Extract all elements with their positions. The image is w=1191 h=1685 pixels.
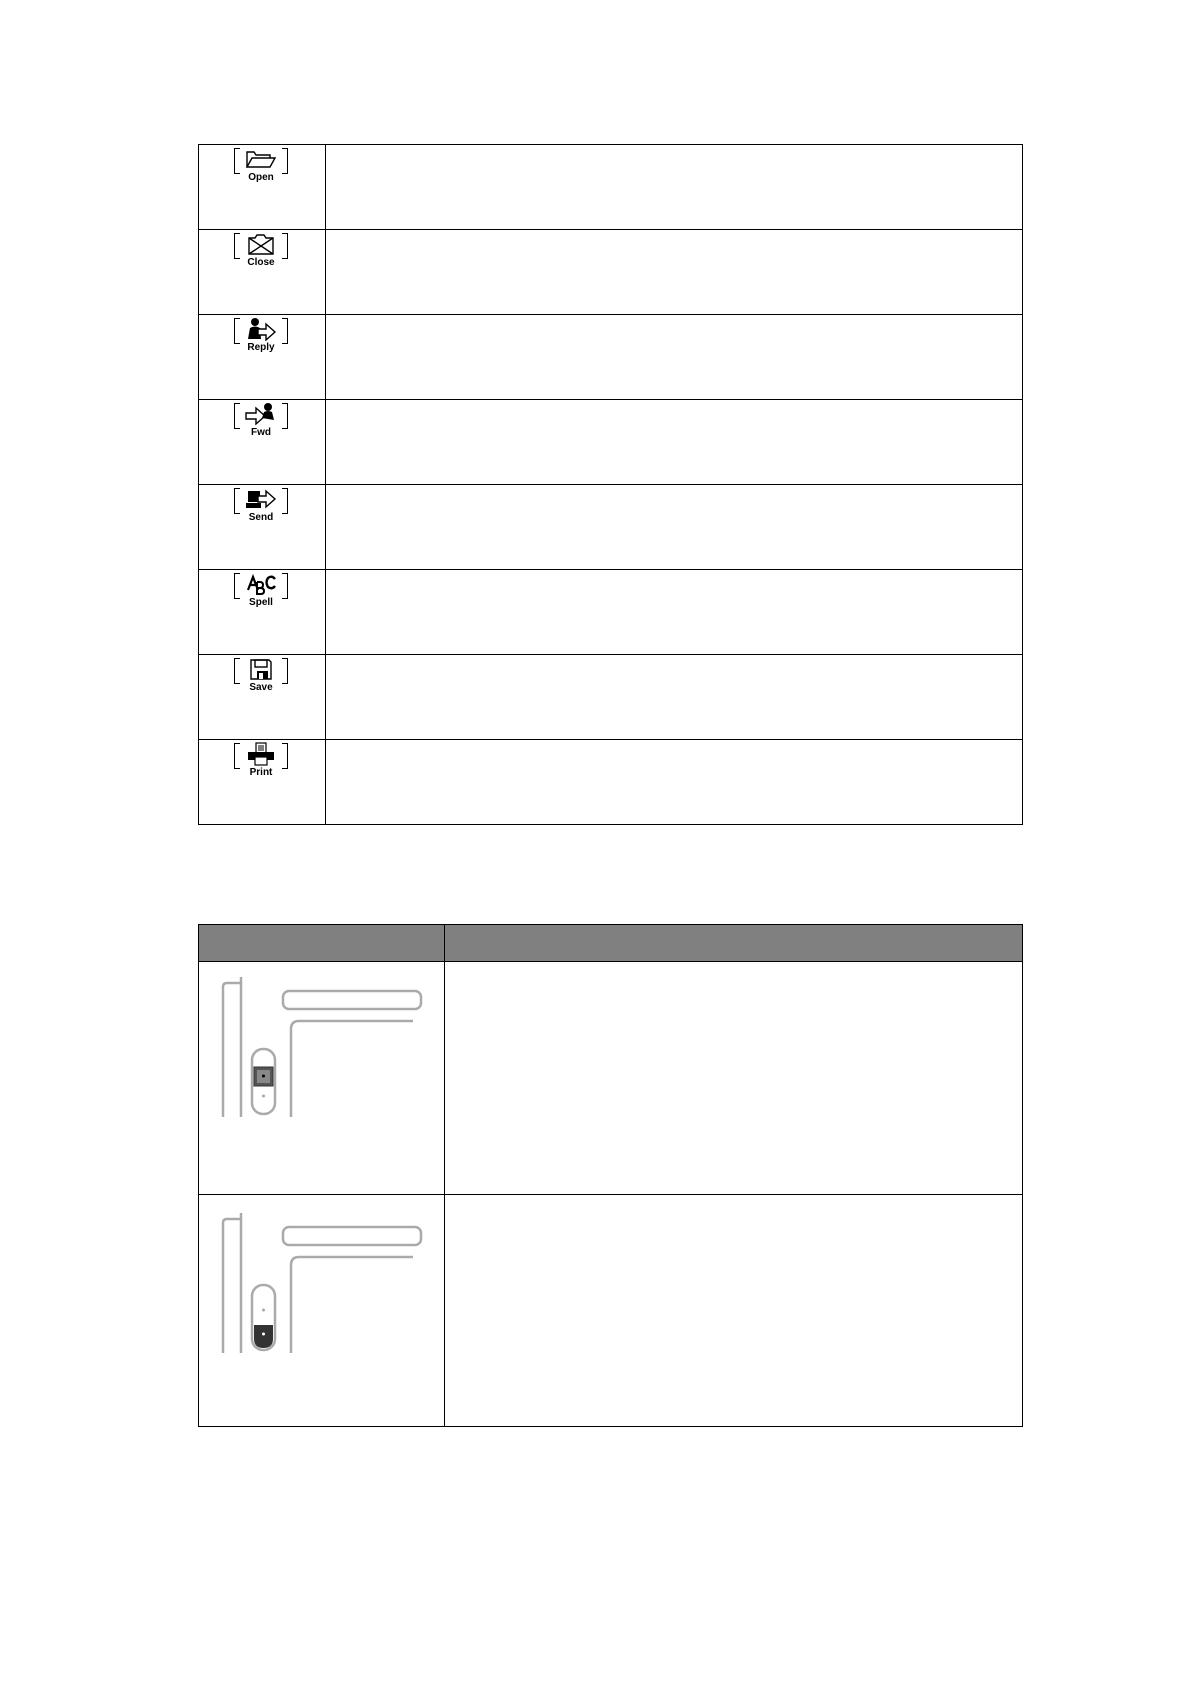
send-label: Send (248, 512, 274, 523)
open-button (234, 147, 288, 187)
floppy-disk-icon (244, 657, 278, 681)
table-row (199, 740, 1022, 825)
table-row (199, 315, 1022, 400)
send-icon (244, 487, 278, 511)
switch-position-up-figure (219, 971, 439, 1121)
switch-position-table (198, 924, 1023, 1427)
reply-button (234, 317, 288, 357)
close-label: Close (247, 257, 275, 268)
close-envelope-icon (244, 232, 278, 256)
table-row (199, 145, 1022, 230)
table-row (199, 230, 1022, 315)
forward-button (234, 402, 288, 442)
spell-button (234, 572, 288, 612)
folder-open-icon (244, 147, 278, 171)
spell-label: Spell (249, 597, 273, 608)
spellcheck-icon (244, 572, 278, 596)
save-label: Save (249, 682, 273, 693)
forward-label: Fwd (251, 427, 271, 438)
table-row (199, 570, 1022, 655)
switch-position-down-figure (219, 1207, 439, 1357)
table-row (199, 400, 1022, 485)
printer-icon (244, 742, 278, 766)
toolbar-icon-table (198, 144, 1023, 825)
table-row (199, 655, 1022, 740)
send-button (234, 487, 288, 527)
table-row (199, 485, 1022, 570)
forward-icon (244, 402, 278, 426)
open-label: Open (248, 172, 274, 183)
print-label: Print (249, 767, 273, 778)
reply-icon (244, 317, 278, 341)
close-button (234, 232, 288, 272)
print-button (234, 742, 288, 782)
reply-label: Reply (247, 342, 275, 353)
table-header (199, 925, 1022, 962)
save-button (234, 657, 288, 697)
